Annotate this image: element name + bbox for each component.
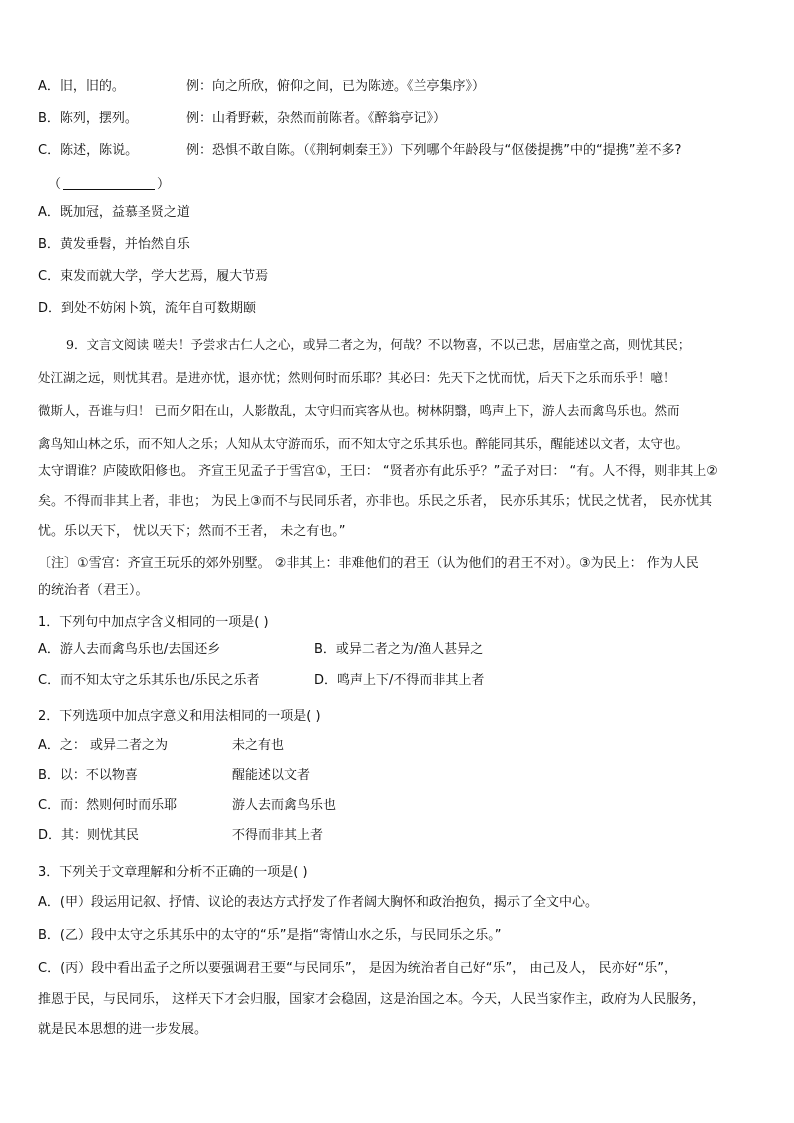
option-right: 游人去而禽鸟乐也 bbox=[232, 798, 337, 813]
passage-line: 处江湖之远，则忧其君。是进亦忧，退亦忧；然则何时而乐耶？其必曰：先天下之忧而忧，后天下之乐而乐乎！噫！ bbox=[38, 370, 676, 385]
note-line: 〔注〕①雪宫：齐宣王玩乐的郊外别墅。 ②非其上：非难他们的君王（认为他们的君王不对）。③为民上： 作为人民 bbox=[38, 556, 699, 571]
option-left: B．以：不以物喜 bbox=[38, 768, 138, 783]
passage-line: 矣。不得而非其上者，非也； 为民上③而不与民同乐者，亦非也。乐民之乐者， 民亦乐其乐；忧民之忧者， 民亦忧其 bbox=[38, 494, 713, 509]
q3-option-c-cont: 就是民本思想的进一步发展。 bbox=[38, 1022, 208, 1037]
q3-option-a: A．(甲）段运用记叙、抒情、议论的表达方式抒发了作者阔大胸怀和政治抱负，揭示了全文中心。 bbox=[38, 895, 598, 910]
option-meaning: 陈列，摆列。 bbox=[59, 111, 138, 126]
note-line: 的统治者（君王）。 bbox=[38, 583, 149, 598]
option-text: A． bbox=[38, 79, 60, 94]
passage-line: 微斯人，吾谁与归！ 已而夕阳在山，人影散乱，太守归而宾客从也。树林阴翳，鸣声上下，游人去而禽鸟乐也。然而 bbox=[38, 403, 680, 418]
option-letter: B． bbox=[38, 111, 60, 126]
option-example: 例：山肴野蔌，杂然而前陈者。《醉翁亭记》） bbox=[186, 111, 447, 126]
option-left: C．而：然则何时而乐耶 bbox=[38, 798, 178, 813]
q3-option-c-cont: 推恩于民，与民同乐， 这样天下才会归服，国家才会稳固，这是治国之本。今天，人民当家作主，政府为人民服务， bbox=[38, 992, 706, 1007]
q3-stem: 3．下列关于文章理解和分析不正确的一项是( ) bbox=[38, 865, 308, 880]
option-right: 未之有也 bbox=[232, 738, 285, 753]
q8-choice-a: A．既加冠，益慕圣贤之道 bbox=[38, 205, 190, 220]
q1-stem: 1．下列句中加点字含义相同的一项是( ) bbox=[38, 615, 269, 630]
q8-choice-c: C．束发而就大学，学大艺焉，履大节焉 bbox=[38, 269, 269, 284]
option-meaning: 陈述，陈说。 bbox=[60, 143, 139, 158]
q8-choice-b: B．黄发垂髫，并怡然自乐 bbox=[38, 237, 190, 252]
option-meaning: 旧，旧的。 bbox=[59, 79, 125, 94]
option-letter: C． bbox=[38, 143, 61, 158]
q1-option-b: B．或异二者之为/渔人甚异之 bbox=[314, 642, 484, 657]
q2-option-d bbox=[38, 827, 758, 845]
q8-option-b bbox=[38, 110, 758, 128]
q3-option-c: C．(丙）段中看出孟子之所以要强调君王要“与民同乐”， 是因为统治者自己好“乐”， 由己及人， 民亦好“乐”， bbox=[38, 961, 677, 976]
q3-option-b: B．(乙）段中太守之乐其乐中的太守的“乐”是指“寄情山水之乐，与民同乐之乐。” bbox=[38, 928, 502, 943]
answer-blank bbox=[48, 176, 768, 194]
q2-option-c bbox=[38, 797, 758, 815]
option-right: 不得而非其上者 bbox=[232, 828, 324, 843]
option-right: 醒能述以文者 bbox=[232, 768, 311, 783]
paren-open: （ bbox=[48, 177, 62, 192]
q2-stem: 2．下列选项中加点字意义和用法相同的一项是( ) bbox=[38, 709, 321, 724]
passage-line: 9．文言文阅读 嗟夫！予尝求古仁人之心，或异二者之为，何哉？不以物喜，不以己悲，居庙堂之高，则忧其民； bbox=[66, 337, 691, 352]
passage-line: 忧。乐以天下， 忧以天下；然而不王者， 未之有也。” bbox=[38, 524, 346, 539]
q8-option-c bbox=[38, 142, 758, 160]
q1-option-a: A．游人去而禽鸟乐也/去国还乡 bbox=[38, 642, 221, 657]
q8-option-a bbox=[38, 78, 758, 96]
blank-line bbox=[63, 177, 155, 190]
option-example: 例：恐惧不敢自陈。（《荆轲刺秦王》）下列哪个年龄段与“伛偻提携”中的“提携”差不多? bbox=[186, 143, 682, 158]
option-example: 例：向之所欣，俯仰之间，已为陈迹。《兰亭集序》） bbox=[186, 79, 486, 94]
q1-option-c: C．而不知太守之乐其乐也/乐民之乐者 bbox=[38, 673, 260, 688]
q1-option-row bbox=[38, 641, 758, 659]
passage-line: 太守谓谁？庐陵欧阳修也。 齐宣王见孟子于雪宫①，王曰： “贤者亦有此乐乎？”孟子对曰： “有。人不得，则非其上② bbox=[38, 464, 718, 479]
q8-choice-d: D．到处不妨闲卜筑，流年自可数期颐 bbox=[38, 301, 257, 316]
q2-option-b bbox=[38, 767, 758, 785]
q1-option-row bbox=[38, 672, 758, 690]
option-left: D．其：则忧其民 bbox=[38, 828, 140, 843]
q1-option-d: D．鸣声上下/不得而非其上者 bbox=[314, 673, 485, 688]
passage-line: 禽鸟知山林之乐，而不知人之乐；人知从太守游而乐，而不知太守之乐其乐也。醉能同其乐，醒能述以文者，太守也。 bbox=[38, 436, 689, 451]
q2-option-a bbox=[38, 737, 758, 755]
paren-close: ） bbox=[157, 177, 171, 192]
option-left: A．之： 或异二者之为 bbox=[38, 738, 169, 753]
